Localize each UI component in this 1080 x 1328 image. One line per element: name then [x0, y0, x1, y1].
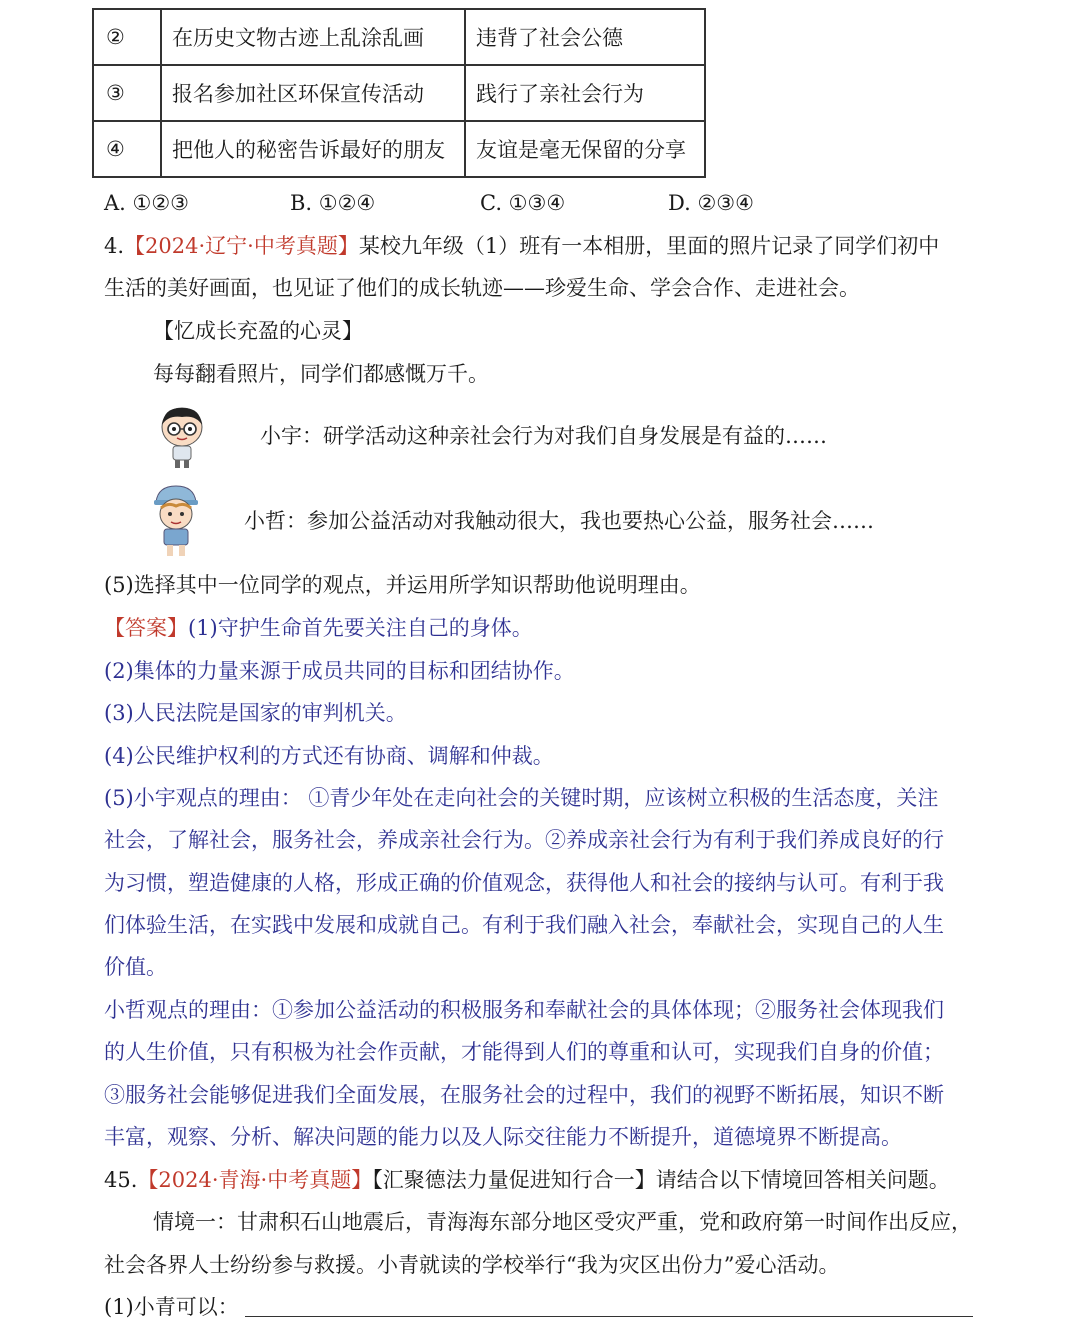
answer-5-line1: (5)小宇观点的理由： ①青少年处在走向社会的关键时期，应该树立积极的生活态度，关注 [104, 786, 939, 810]
q45-scenario-line2: 社会各界人士纷纷参与救援。小青就读的学校举行“我为灾区出份力”爱心活动。 [104, 1253, 840, 1277]
q4-stem-text: 某校九年级（1）班有一本相册，里面的照片记录了同学们初中 [358, 234, 940, 258]
row-number: ③ [93, 65, 161, 121]
answer-blank-line[interactable] [245, 1316, 973, 1317]
answer-label: 【答案】 [104, 616, 188, 640]
answer-choices [104, 188, 754, 218]
table-row [93, 9, 705, 65]
q4-sub-question-5: (5)选择其中一位同学的观点，并运用所学知识帮助他说明理由。 [104, 573, 701, 597]
q45-number: 45. [104, 1168, 138, 1192]
boy-avatar-xiaozhe-icon [148, 482, 204, 558]
q4-source-tag: 【2024·辽宁·中考真题】 [124, 234, 359, 258]
boy-avatar-xiaoyu-icon [156, 405, 208, 469]
answer-5-line3: 为习惯，塑造健康的人格，形成正确的价值观念，获得他人和社会的接纳与认可。有利于我 [104, 871, 944, 895]
table-row [93, 65, 705, 121]
choice-d[interactable]: D. ②③④ [668, 191, 754, 215]
answer-xiaozhe-line4: 丰富，观察、分析、解决问题的能力以及人际交往能力不断提升，道德境界不断提高。 [104, 1125, 902, 1149]
answer-xiaozhe-line3: ③服务社会能够促进我们全面发展，在服务社会的过程中，我们的视野不断拓展，知识不断 [104, 1083, 944, 1107]
q45-sub-question-1: (1)小青可以： [104, 1295, 239, 1319]
answer-xiaozhe-line1: 小哲观点的理由：①参加公益活动的积极服务和奉献社会的具体体现；②服务社会体现我们 [104, 998, 944, 1022]
q45-title: 【汇聚德法力量促进知行合一】请结合以下情境回答相关问题。 [372, 1168, 950, 1192]
choice-c[interactable]: C. ①③④ [480, 191, 566, 215]
row-evaluation: 违背了社会公德 [465, 9, 705, 65]
choice-a[interactable]: A. ①②③ [104, 191, 189, 215]
answer-2: (2)集体的力量来源于成员共同的目标和团结协作。 [104, 659, 575, 683]
table-row [93, 121, 705, 177]
q4-number: 4. [104, 234, 125, 258]
choice-b[interactable]: B. ①②④ [290, 191, 376, 215]
q45-title-line [104, 1165, 950, 1195]
answer-line-1 [104, 613, 533, 643]
q45-scenario-line1: 情境一：甘肃积石山地震后，青海海东部分地区受灾严重，党和政府第一时间作出反应， [153, 1210, 972, 1234]
answer-4: (4)公民维护权利的方式还有协商、调解和仲裁。 [104, 744, 554, 768]
q4-stem-line2: 生活的美好画面，也见证了他们的成长轨迹——珍爱生命、学会合作、走进社会。 [104, 276, 860, 300]
row-evaluation: 践行了亲社会行为 [465, 65, 705, 121]
row-action: 在历史文物古迹上乱涂乱画 [161, 9, 465, 65]
q4-intro: 每每翻看照片，同学们都感慨万千。 [153, 362, 489, 386]
answer-5-line4: 们体验生活，在实践中发展和成就自己。有利于我们融入社会，奉献社会，实现自己的人生 [104, 913, 944, 937]
answer-xiaozhe-line2: 的人生价值，只有积极为社会作贡献，才能得到人们的尊重和认可，实现我们自身的价值； [104, 1040, 944, 1064]
xiaozhe-speech: 小哲：参加公益活动对我触动很大，我也要热心公益，服务社会…… [244, 509, 874, 533]
answer-5-line2: 社会，了解社会，服务社会，养成亲社会行为。②养成亲社会行为有利于我们养成良好的行 [104, 828, 944, 852]
q4-section-title: 【忆成长充盈的心灵】 [153, 319, 363, 343]
xiaoyu-speech: 小宇：研学活动这种亲社会行为对我们自身发展是有益的…… [260, 424, 827, 448]
row-number: ② [93, 9, 161, 65]
q4-stem-line1 [104, 231, 939, 261]
answer-3: (3)人民法院是国家的审判机关。 [104, 701, 407, 725]
row-action: 把他人的秘密告诉最好的朋友 [161, 121, 465, 177]
options-table [92, 8, 706, 178]
row-evaluation: 友谊是毫无保留的分享 [465, 121, 705, 177]
row-action: 报名参加社区环保宣传活动 [161, 65, 465, 121]
q45-source-tag: 【2024·青海·中考真题】 [137, 1168, 373, 1192]
answer-1: (1)守护生命首先要关注自己的身体。 [188, 616, 533, 640]
row-number: ④ [93, 121, 161, 177]
answer-5-line5: 价值。 [104, 955, 167, 979]
